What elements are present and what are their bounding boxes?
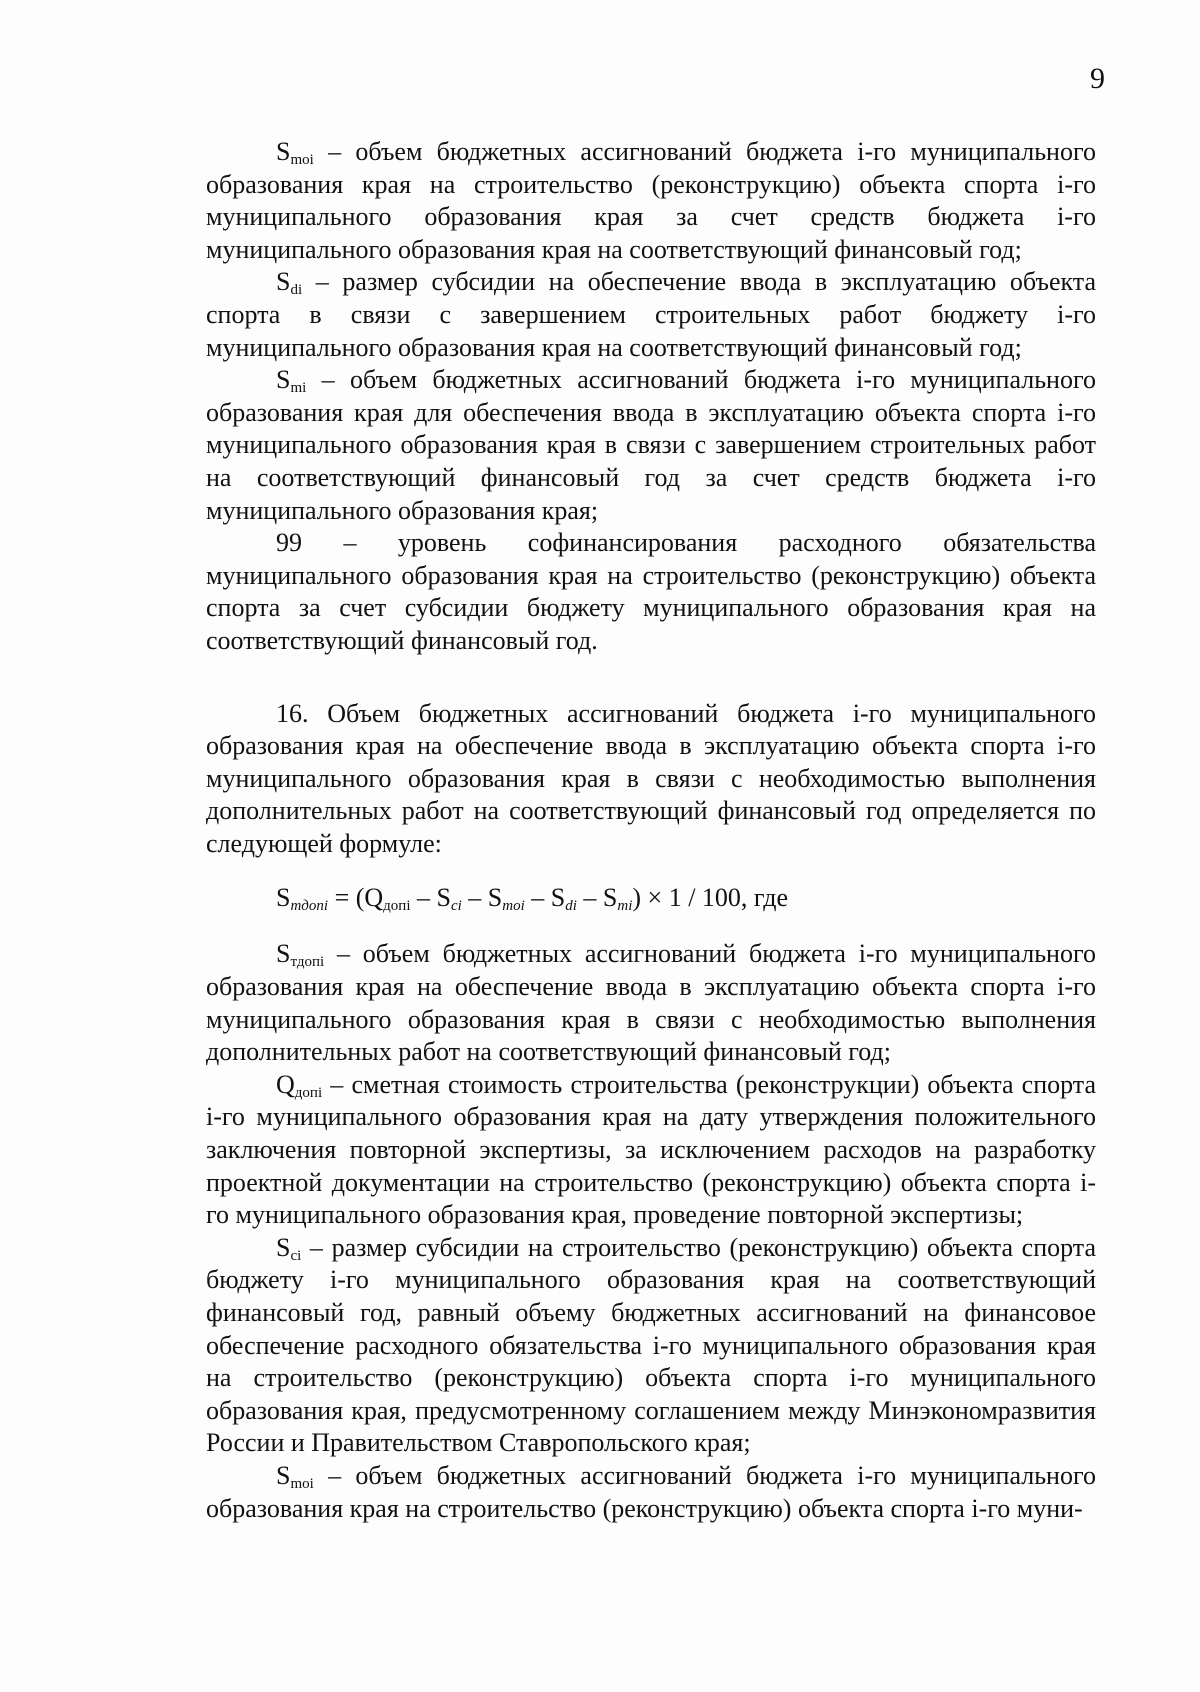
formula-operator: – S xyxy=(524,883,566,913)
document-body xyxy=(206,136,1096,1525)
symbol: Q xyxy=(276,1069,295,1099)
symbol-subscript: тдопi xyxy=(290,954,325,971)
formula xyxy=(206,880,1096,916)
symbol: S xyxy=(276,1232,291,1262)
definition-text: – размер субсидии на строительство (реконструкцию) объекта спорта бюджету i-го муниципального образования края на соответствующий финансовый год, равный объему бюджетных ассигнований на финансовое обеспечение расходного обязательства i-го муниципального образования края на строительство (реконструкцию) объекта спорта i-го муниципального образования края, предусмотренному соглашением между Минэкономразвития России и Правительством Ставропольского края; xyxy=(206,1232,1096,1458)
page-number: 9 xyxy=(1090,62,1105,95)
definition-q-dop xyxy=(206,1069,1096,1232)
formula-subscript: допi xyxy=(383,898,411,915)
definition-text: – объем бюджетных ассигнований бюджета i-го муниципального образования края на строительство (реконструкцию) объекта спорта i-го муниципального образования края за счет средств бюджета i-го муниципального образования края на соответствующий финансовый год; xyxy=(206,137,1096,264)
formula-operator: – S xyxy=(576,883,618,913)
definition-text: – сметная стоимость строительства (реконструкции) объекта спорта i-го муниципального образования края на дату утверждения положительного заключения повторной экспертизы, за исключением расходов на разработку проектной документации на строительство (реконструкцию) объекта спорта i-го муниципального образования края, проведение повторной экспертизы; xyxy=(206,1069,1096,1230)
formula-operator: – S xyxy=(410,883,451,913)
definition-s-tdop xyxy=(206,938,1096,1068)
formula-subscript: ci xyxy=(450,898,462,915)
formula-subscript: moi xyxy=(502,898,525,915)
definition-s-moi xyxy=(206,136,1096,266)
definition-text: – объем бюджетных ассигнований бюджета i-го муниципального образования края на строительство (реконструкцию) объекта спорта i-го муни- xyxy=(206,1460,1096,1523)
symbol-subscript: допi xyxy=(294,1084,323,1101)
symbol-subscript: moi xyxy=(290,152,314,168)
definition-text: – объем бюджетных ассигнований бюджета i-го муниципального образования края для обеспечения ввода в эксплуатацию объекта спорта i-го муниципального образования края в связи с завершением строительных работ на соответствующий финансовый год за счет средств бюджета i-го муниципального образования края; xyxy=(206,365,1096,525)
formula-subscript: mi xyxy=(617,898,633,915)
formula-subscript: di xyxy=(565,898,577,915)
symbol-subscript: di xyxy=(290,282,303,299)
symbol: S xyxy=(276,365,291,395)
formula-symbol: S xyxy=(276,883,291,913)
symbol-subscript: ci xyxy=(290,1247,302,1264)
definition-text: – объем бюджетных ассигнований бюджета i-го муниципального образования края на обеспечение ввода в эксплуатацию объекта спорта i-го муниципального образования края в связи с необходимостью выполнения дополнительных работ на соответствующий финансовый год; xyxy=(206,939,1096,1067)
formula-subscript: тдопi xyxy=(290,898,329,915)
definition-s-ci xyxy=(206,1232,1096,1460)
symbol-subscript: mi xyxy=(290,380,307,397)
definition-99 xyxy=(206,527,1096,657)
section-gap xyxy=(206,658,1096,698)
symbol: S xyxy=(276,137,291,166)
symbol: S xyxy=(276,1460,291,1490)
formula-operator: – S xyxy=(461,883,503,913)
symbol: S xyxy=(276,267,291,297)
formula-tail: ) × 1 / 100, где xyxy=(632,883,789,913)
definition-s-di xyxy=(206,266,1096,364)
definition-s-moi-2 xyxy=(206,1460,1096,1525)
symbol: S xyxy=(276,939,291,969)
definition-text: – размер субсидии на обеспечение ввода в эксплуатацию объекта спорта в связи с завершением строительных работ бюджету i-го муниципального образования края на соответствующий финансовый год; xyxy=(206,267,1096,362)
definition-s-mi xyxy=(206,364,1096,527)
definition-text: 99 – уровень софинансирования расходного обязательства муниципального образования края на строительство (реконструкцию) объекта спорта за счет субсидии бюджету муниципального образования края на соответствующий финансовый год. xyxy=(206,528,1096,655)
symbol-subscript: moi xyxy=(290,1475,314,1492)
formula-operator: = (Q xyxy=(328,883,384,913)
section-16-paragraph: 16. Объем бюджетных ассигнований бюджета i-го муниципального образования края на обеспечение ввода в эксплуатацию объекта спорта i-го муниципального образования края в связи с необходимостью выполнения дополнительных работ на соответствующий финансовый год определяется по следующей формуле: xyxy=(206,698,1096,858)
